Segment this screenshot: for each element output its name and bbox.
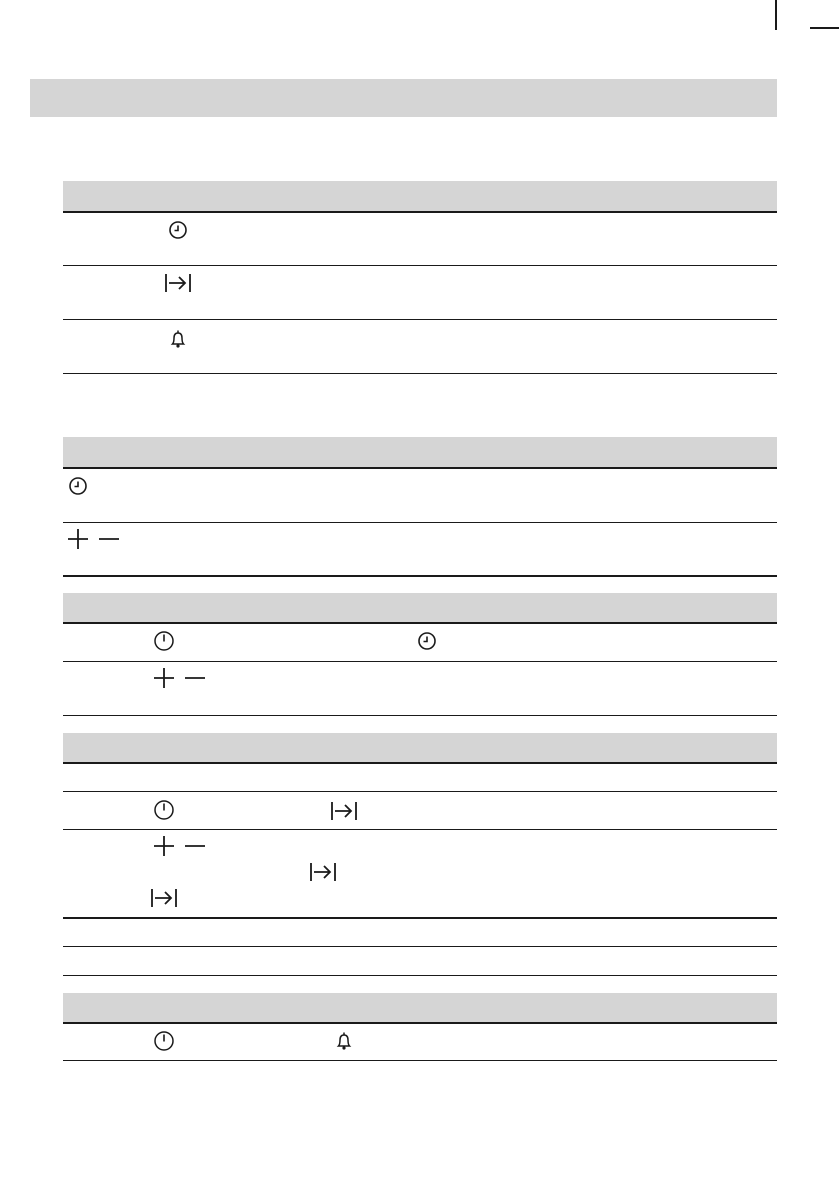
minus-icon [181,664,209,692]
table-rule [63,467,777,469]
crop-mark-vertical [775,0,777,30]
page-title-bar [30,79,777,117]
row-divider [63,265,777,266]
clock-icon [413,627,441,655]
power-clock-icon [150,796,178,824]
arrow-to-bar-icon [309,859,337,887]
row-divider [63,829,777,830]
table-rule [63,1022,777,1024]
power-clock-icon [150,1027,178,1055]
crop-mark-horizontal [810,27,839,29]
table-rule [63,762,777,764]
arrow-to-bar-icon [150,885,178,913]
table-bottom-rule [63,715,777,716]
table-bottom-rule [63,575,777,577]
minus-icon [95,525,123,553]
table-rule [63,622,777,624]
row-divider [63,975,777,976]
plus-icon [150,664,178,692]
row-divider [63,319,777,320]
table-bottom-rule [63,917,777,919]
power-clock-icon [150,627,178,655]
table-header-symbols [63,181,777,211]
clock-icon [164,216,192,244]
table-header-setting-clock [63,437,777,467]
bell-icon [164,326,192,354]
table-header-minute-minder [63,993,777,1022]
table-header-duration [63,733,777,762]
row-divider [63,661,777,662]
plus-icon [150,832,178,860]
arrow-to-bar-icon [330,798,358,826]
minus-icon [181,832,209,860]
table-rule [63,211,777,213]
table-header-changing-time [63,593,777,622]
arrow-to-bar-icon [164,270,192,298]
table-bottom-rule [63,1060,777,1061]
plus-icon [64,525,92,553]
row-divider [63,373,777,374]
bell-icon [330,1028,358,1056]
row-divider [63,791,777,792]
row-divider [63,522,777,523]
clock-icon [64,472,92,500]
row-divider [63,946,777,947]
